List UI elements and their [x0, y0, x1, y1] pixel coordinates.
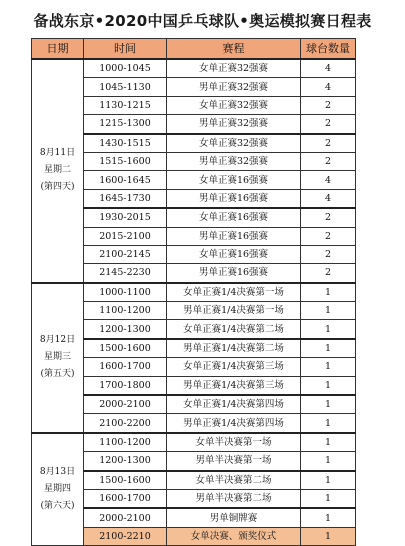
date-line: 8月12日: [39, 335, 76, 346]
header-row: [32, 39, 356, 60]
event-cell: 男单正赛1/4决赛第二场: [167, 339, 301, 358]
event-cell: 男单正赛32强赛: [167, 115, 301, 134]
date-cell: [32, 283, 84, 433]
tables-cell: 2: [301, 115, 356, 134]
time-cell: 1600-1700: [84, 489, 167, 508]
tables-cell: 4: [301, 59, 356, 78]
time-cell: 1045-1130: [84, 78, 167, 96]
time-cell: 1645-1730: [84, 189, 167, 208]
header-tables: 球台数量: [301, 39, 356, 60]
tables-cell: 1: [301, 414, 356, 433]
time-cell: 2100-2210: [84, 527, 167, 545]
event-cell: 男单半决赛第一场: [167, 452, 301, 471]
tables-cell: 2: [301, 134, 356, 153]
event-cell: 女单正赛1/4决赛第二场: [167, 320, 301, 339]
time-cell: 1000-1100: [84, 283, 167, 302]
tables-cell: 1: [301, 433, 356, 452]
time-cell: 1500-1600: [84, 339, 167, 358]
tables-cell: 4: [301, 78, 356, 96]
tables-cell: 2: [301, 96, 356, 114]
time-cell: 2015-2100: [84, 227, 167, 245]
table-row: [32, 283, 356, 302]
date-line: (第六天): [40, 500, 75, 511]
date-line: 星期二: [43, 165, 71, 176]
tables-cell: 2: [301, 208, 356, 227]
tables-cell: 2: [301, 245, 356, 263]
event-cell: 女单正赛32强赛: [167, 96, 301, 114]
time-cell: 2145-2230: [84, 264, 167, 283]
time-cell: 1430-1515: [84, 134, 167, 153]
event-cell: 女单正赛16强赛: [167, 171, 301, 189]
event-cell: 男单铜牌赛: [167, 508, 301, 527]
time-cell: 1500-1600: [84, 471, 167, 490]
date-line: 星期三: [43, 352, 71, 363]
date-line: (第五天): [40, 369, 75, 380]
event-cell: 男单半决赛第二场: [167, 489, 301, 508]
event-cell: 女单正赛16强赛: [167, 208, 301, 227]
time-cell: 1100-1200: [84, 433, 167, 452]
event-cell: 男单正赛1/4决赛第四场: [167, 414, 301, 433]
time-cell: 2100-2200: [84, 414, 167, 433]
event-cell: 女单正赛1/4决赛第三场: [167, 358, 301, 376]
event-cell: 男单正赛1/4决赛第一场: [167, 302, 301, 320]
header-time: 时间: [84, 39, 167, 60]
event-cell: 男单正赛16强赛: [167, 189, 301, 208]
time-cell: 1930-2015: [84, 208, 167, 227]
time-cell: 2100-2145: [84, 245, 167, 263]
schedule-table: [31, 38, 356, 546]
time-cell: 1600-1645: [84, 171, 167, 189]
event-cell: 女单正赛1/4决赛第一场: [167, 283, 301, 302]
time-cell: 1130-1215: [84, 96, 167, 114]
tables-cell: 1: [301, 395, 356, 414]
tables-cell: 1: [301, 452, 356, 471]
date-line: 8月13日: [39, 466, 76, 477]
schedule-body: [32, 59, 356, 546]
tables-cell: 1: [301, 302, 356, 320]
time-cell: 2000-2100: [84, 508, 167, 527]
event-cell: 女单半决赛第一场: [167, 433, 301, 452]
date-line: 8月11日: [39, 148, 76, 159]
tables-cell: 2: [301, 264, 356, 283]
table-row: [32, 433, 356, 452]
tables-cell: 1: [301, 508, 356, 527]
date-line: 星期四: [43, 483, 71, 494]
tables-cell: 1: [301, 527, 356, 545]
time-cell: 1200-1300: [84, 452, 167, 471]
date-cell: [32, 59, 84, 283]
event-cell: 男单正赛32强赛: [167, 78, 301, 96]
time-cell: 2000-2100: [84, 395, 167, 414]
time-cell: 1100-1200: [84, 302, 167, 320]
tables-cell: 4: [301, 171, 356, 189]
page-title: 备战东京•2020中国乒乓球队•奥运模拟赛日程表: [33, 12, 372, 30]
event-cell: 女单半决赛第二场: [167, 471, 301, 490]
tables-cell: 1: [301, 376, 356, 395]
tables-cell: 1: [301, 339, 356, 358]
time-cell: 1600-1700: [84, 358, 167, 376]
date-line: (第四天): [40, 182, 75, 193]
tables-cell: 4: [301, 189, 356, 208]
tables-cell: 1: [301, 358, 356, 376]
tables-cell: 1: [301, 471, 356, 490]
tables-cell: 1: [301, 320, 356, 339]
event-cell: 男单正赛1/4决赛第三场: [167, 376, 301, 395]
tables-cell: 1: [301, 489, 356, 508]
tables-cell: 2: [301, 227, 356, 245]
event-cell: 女单决赛、颁奖仪式: [167, 527, 301, 545]
event-cell: 女单正赛16强赛: [167, 245, 301, 263]
time-cell: 1700-1800: [84, 376, 167, 395]
tables-cell: 2: [301, 152, 356, 170]
event-cell: 男单正赛16强赛: [167, 264, 301, 283]
table-row: [32, 59, 356, 78]
event-cell: 女单正赛32强赛: [167, 59, 301, 78]
tables-cell: 1: [301, 283, 356, 302]
time-cell: 1215-1300: [84, 115, 167, 134]
header-event: 赛程: [167, 39, 301, 60]
event-cell: 男单正赛16强赛: [167, 227, 301, 245]
event-cell: 女单正赛32强赛: [167, 134, 301, 153]
header-date: 日期: [32, 39, 84, 60]
time-cell: 1515-1600: [84, 152, 167, 170]
time-cell: 1200-1300: [84, 320, 167, 339]
time-cell: 1000-1045: [84, 59, 167, 78]
date-cell: [32, 433, 84, 546]
event-cell: 男单正赛32强赛: [167, 152, 301, 170]
event-cell: 女单正赛1/4决赛第四场: [167, 395, 301, 414]
